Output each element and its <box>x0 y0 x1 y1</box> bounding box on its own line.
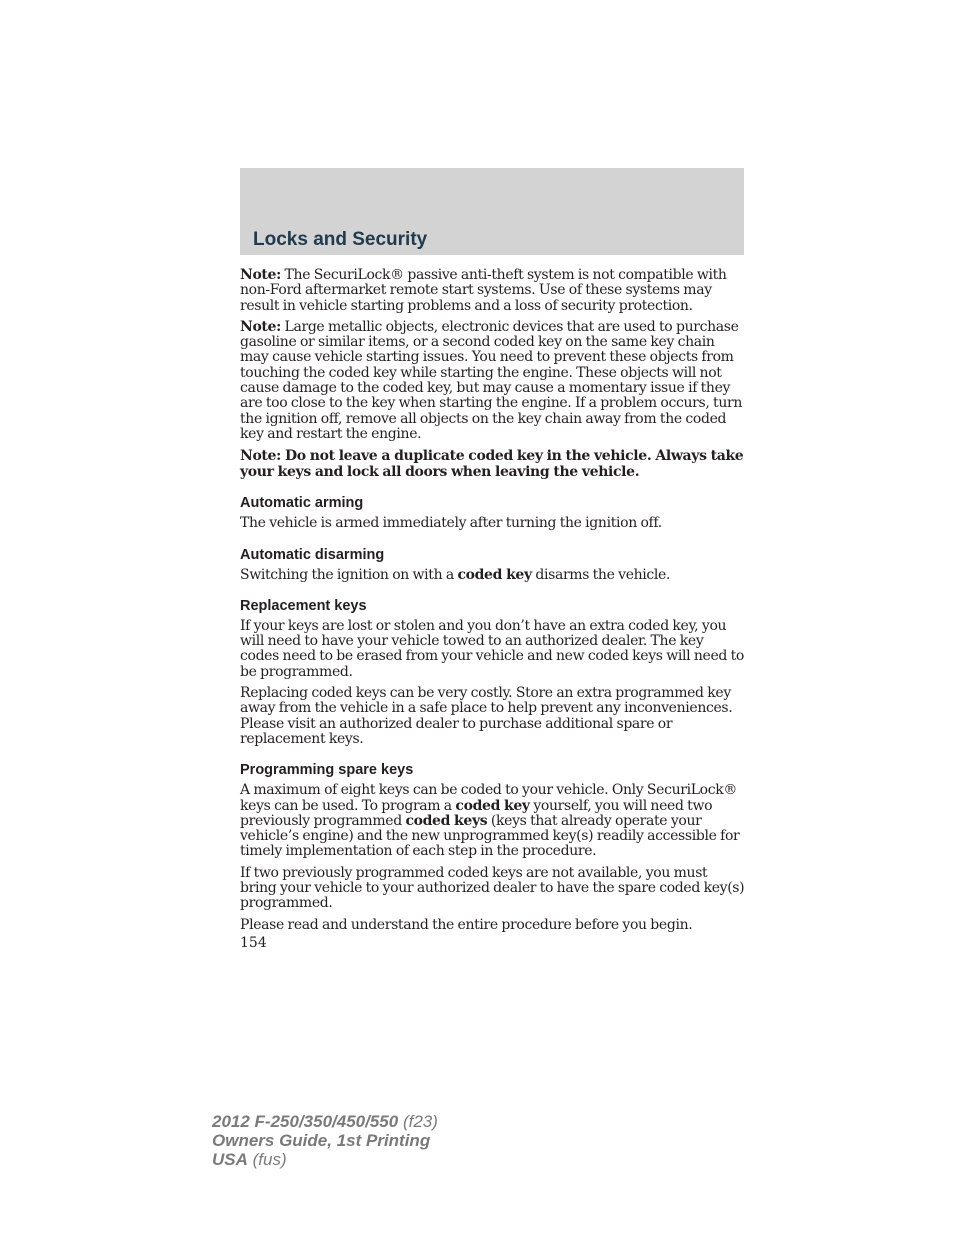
heading-programming-spare-keys: Programming spare keys <box>240 762 414 779</box>
programming-spare-keys-para-1 <box>240 783 745 859</box>
heading-automatic-disarming: Automatic disarming <box>240 546 385 563</box>
section-title: Locks and Security <box>253 229 428 250</box>
automatic-arming-text: The vehicle is armed immediately after turning the ignition off. <box>240 515 662 532</box>
footer-model-code: (f23) <box>398 1112 438 1131</box>
page-content <box>240 268 745 951</box>
text-run: yourself, you will need two previously programmed <box>240 797 713 829</box>
footer-region: USA <box>212 1150 248 1169</box>
programming-spare-keys-para-3: Please read and understand the entire procedure before you begin. <box>240 916 693 933</box>
automatic-disarming-text <box>240 568 745 583</box>
replacement-keys-para-1: If your keys are lost or stolen and you don’t have an extra coded key, you will need to have your vehicle towed to an authorized dealer. The key codes need to be erased from your vehicle and new coded keys will need to be programmed. <box>240 617 744 680</box>
footer-region-code: (fus) <box>247 1150 287 1169</box>
note-label: Note: <box>240 267 281 283</box>
bold-term-coded-key: coded key <box>455 797 530 814</box>
text-run: Switching the ignition on with a <box>240 566 458 583</box>
note-metallic-objects <box>240 320 745 442</box>
note-text: Large metallic objects, electronic devices that are used to purchase gasoline or similar items, or a second coded key on the same key chain may cause vehicle starting issues. You need to prevent these objects from touching the coded key while starting the engine. These objects will not cause damage to the coded key, but may cause a momentary issue if they are too close to the key when starting the engine. If a problem occurs, turn the ignition off, remove all objects on the key chain away from the coded key and restart the engine. <box>240 318 742 442</box>
text-run: (keys that already operate your vehicle’s engine) and the new unprogrammed key(s) readily accessible for timely implementation of each step in the procedure. <box>240 812 740 860</box>
text-run: A maximum of eight keys can be coded to your vehicle. Only SecuriLock® keys can be used. To program a <box>240 782 738 814</box>
heading-automatic-arming: Automatic arming <box>240 495 364 512</box>
document-footer <box>212 1112 612 1169</box>
note-label: Note: <box>240 318 281 335</box>
programming-spare-keys-para-2: If two previously programmed coded keys are not available, you must bring your vehicle to your authorized dealer to have the spare coded key(s) programmed. <box>240 864 745 912</box>
footer-model-line <box>212 1112 612 1131</box>
footer-model: 2012 F-250/350/450/550 <box>212 1112 399 1131</box>
footer-region-line <box>212 1150 612 1169</box>
note-text: The SecuriLock® passive anti-theft system is not compatible with non-Ford aftermarket remote start systems. Use of these systems may result in vehicle starting problems and a loss of security protection. <box>240 267 727 314</box>
page-number: 154 <box>240 934 267 951</box>
note-duplicate-key: Note: Do not leave a duplicate coded key in the vehicle. Always take your keys and lock all doors when leaving the vehicle. <box>240 448 744 481</box>
heading-replacement-keys: Replacement keys <box>240 597 367 614</box>
bold-term-coded-key: coded key <box>457 566 532 583</box>
note-anti-theft <box>240 268 745 314</box>
text-run: disarms the vehicle. <box>531 566 671 583</box>
bold-term-coded-keys: coded keys <box>405 812 488 829</box>
footer-edition-line: Owners Guide, 1st Printing <box>212 1131 431 1150</box>
replacement-keys-para-2: Replacing coded keys can be very costly. Store an extra programmed key away from the vehicle in a safe place to help prevent any inconveniences. Please visit an authorized dealer to purchase additional spare or replacement keys. <box>240 685 733 747</box>
